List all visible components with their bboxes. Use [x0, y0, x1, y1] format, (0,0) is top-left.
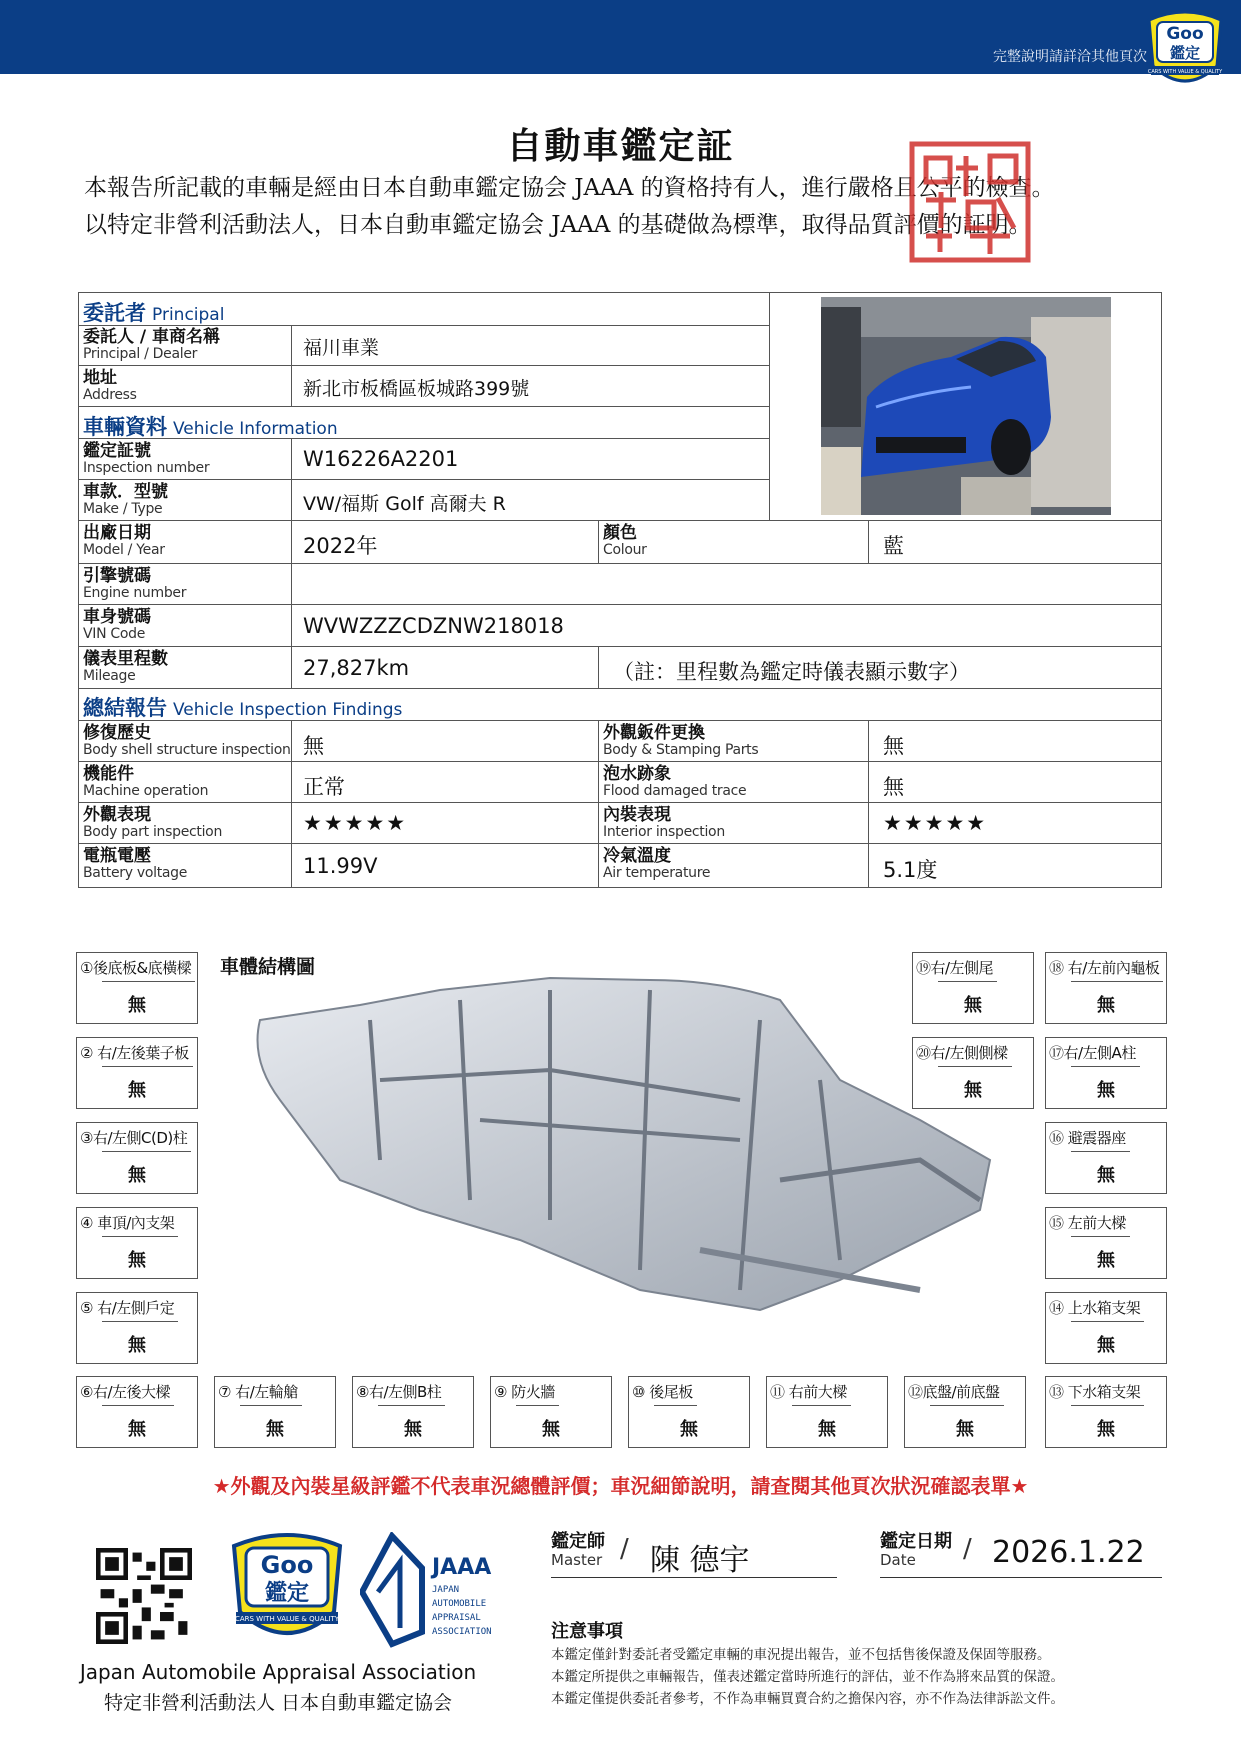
- part-label: ⑰右/左側A柱: [1049, 1044, 1136, 1062]
- body-label: 外觀表現 Body part inspection: [83, 805, 223, 840]
- notes-title: 注意事項: [551, 1621, 623, 1642]
- part-label: ⑳右/左側側樑: [916, 1044, 1008, 1062]
- engine-label: 引擎號碼 Engine number: [83, 566, 187, 601]
- dealer-label: 委託人 / 車商名稱 Principal / Dealer: [83, 327, 221, 362]
- intro-line-2: 以特定非營利活動法人，日本自動車鑑定協会 JAAA 的基礎做為標準，取得品質評價的証明。: [84, 212, 1032, 238]
- part-box-20: [912, 1037, 1034, 1109]
- air-label: 冷氣溫度 Air temperature: [603, 846, 711, 881]
- part-box-17: [1045, 1037, 1167, 1109]
- part-box-12: [904, 1376, 1026, 1448]
- air-value: 5.1度: [883, 858, 938, 882]
- part-label: ⑬ 下水箱支架: [1049, 1383, 1141, 1401]
- vehicle-section-title: 車輛資料 Vehicle Information: [83, 415, 338, 439]
- part-label: ⑪ 右前大樑: [770, 1383, 847, 1401]
- part-value: 無: [964, 1080, 982, 1101]
- principal-section-title: 委託者 Principal: [83, 301, 225, 325]
- date-label: 鑑定日期 Date: [880, 1531, 952, 1569]
- part-value: 無: [1097, 1165, 1115, 1186]
- part-box-4: [76, 1207, 198, 1279]
- part-box-18: [1045, 952, 1167, 1024]
- part-value: 無: [956, 1419, 974, 1440]
- part-box-7: [214, 1376, 336, 1448]
- part-box-8: [352, 1376, 474, 1448]
- association-name-en: Japan Automobile Appraisal Association: [79, 1660, 477, 1684]
- dealer-value: 福川車業: [303, 337, 380, 359]
- rating-warning: ★外觀及內裝星級評鑑不代表車況總體評價；車況細節說明，請查閱其他頁次狀況確認表單★: [212, 1474, 1029, 1498]
- note-line-3: 本鑑定僅提供委託者參考，不作為車輛買賣合約之擔保內容，亦不作為法律訴訟文件。: [551, 1691, 1064, 1707]
- colour-value: 藍: [883, 534, 904, 558]
- inspection-info-table: [78, 292, 1162, 888]
- goo-logo-bottom: 鑑定: [264, 1581, 310, 1606]
- master-value: 陳 德宇: [650, 1543, 750, 1578]
- part-box-6: [76, 1376, 198, 1448]
- part-value: 無: [1097, 1250, 1115, 1271]
- part-label: ⑱ 右/左前內龜板: [1049, 959, 1160, 977]
- body-stars: ★★★★★: [303, 811, 408, 835]
- make-label: 車款．型號 Make / Type: [83, 482, 168, 517]
- repair-label: 修復歷史 Body shell structure inspection: [83, 723, 291, 758]
- vin-value: WVWZZZCDZNW218018: [303, 614, 564, 638]
- part-box-14: [1045, 1292, 1167, 1364]
- master-underline: [551, 1577, 837, 1578]
- part-value: 無: [818, 1419, 836, 1440]
- part-box-19: [912, 952, 1034, 1024]
- part-box-16: [1045, 1122, 1167, 1194]
- battery-value: 11.99V: [303, 854, 378, 878]
- date-slash: /: [963, 1534, 972, 1564]
- part-box-1: [76, 952, 198, 1024]
- part-value: 無: [542, 1419, 560, 1440]
- part-value: 無: [266, 1419, 284, 1440]
- colour-label: 顏色 Colour: [603, 523, 647, 558]
- jaaa-logo-sub-4: ASSOCIATION: [432, 1627, 492, 1637]
- part-box-9: [490, 1376, 612, 1448]
- mileage-label: 儀表里程數 Mileage: [83, 649, 168, 684]
- part-value: 無: [128, 1250, 146, 1271]
- part-box-11: [766, 1376, 888, 1448]
- part-value: 無: [128, 1335, 146, 1356]
- part-box-3: [76, 1122, 198, 1194]
- part-value: 無: [128, 1165, 146, 1186]
- part-box-13: [1045, 1376, 1167, 1448]
- machine-value: 正常: [303, 775, 345, 799]
- note-line-1: 本鑑定僅針對委託者受鑑定車輛的車況提出報告，並不包括售後保證及保固等服務。: [551, 1647, 1051, 1663]
- notes-list: [551, 1644, 1064, 1710]
- interior-stars: ★★★★★: [883, 811, 988, 835]
- date-underline: [880, 1577, 1162, 1578]
- car-body-structure-image: [220, 960, 1020, 1350]
- part-value: 無: [1097, 1080, 1115, 1101]
- panel-label: 外觀鈑件更換 Body & Stamping Parts: [603, 723, 759, 758]
- document-title: 自動車鑑定証: [506, 126, 735, 167]
- part-label: ⑦ 右/左輪艙: [218, 1383, 298, 1401]
- master-slash: /: [620, 1534, 629, 1564]
- part-value: 無: [1097, 1335, 1115, 1356]
- battery-label: 電瓶電壓 Battery voltage: [83, 846, 188, 881]
- jaaa-logo-title: JAAA: [432, 1555, 492, 1580]
- flood-label: 泡水跡象 Flood damaged trace: [603, 764, 747, 799]
- cert-label: 鑑定証號 Inspection number: [83, 441, 210, 476]
- mileage-note: （註：里程數為鑑定時儀表顯示數字）: [613, 660, 970, 684]
- qr-code-icon: [96, 1548, 192, 1644]
- part-label: ⑩ 後尾板: [632, 1383, 693, 1401]
- year-value: 2022年: [303, 534, 378, 558]
- part-label: ④ 車頂/內支架: [80, 1214, 175, 1232]
- part-label: ⑲右/左側尾: [916, 959, 994, 977]
- part-label: ①後底板&底橫樑: [80, 959, 192, 977]
- part-label: ⑨ 防火牆: [494, 1383, 555, 1401]
- part-value: 無: [128, 1080, 146, 1101]
- flood-value: 無: [883, 775, 904, 799]
- repair-value: 無: [303, 734, 324, 758]
- part-value: 無: [1097, 1419, 1115, 1440]
- part-box-2: [76, 1037, 198, 1109]
- note-line-2: 本鑑定所提供之車輛報告，僅表述鑑定當時所進行的評估，並不作為將來品質的保證。: [551, 1669, 1064, 1685]
- part-label: ③右/左側C(D)柱: [80, 1129, 188, 1147]
- red-seal-stamp: [906, 138, 1034, 266]
- part-value: 無: [404, 1419, 422, 1440]
- jaaa-logo-sub-2: AUTOMOBILE: [432, 1599, 487, 1609]
- vin-label: 車身號碼 VIN Code: [83, 607, 151, 642]
- make-value: VW/福斯 Golf 高爾夫 R: [303, 493, 506, 515]
- goo-appraisal-logo: [228, 1528, 346, 1650]
- part-label: ⑧右/左側B柱: [356, 1383, 442, 1401]
- part-label: ⑥右/左後大樑: [80, 1383, 171, 1401]
- interior-label: 內裝表現 Interior inspection: [603, 805, 725, 840]
- goo-logo-top: Goo: [260, 1551, 314, 1579]
- part-value: 無: [1097, 995, 1115, 1016]
- part-box-15: [1045, 1207, 1167, 1279]
- jaaa-logo: [360, 1532, 510, 1648]
- part-box-10: [628, 1376, 750, 1448]
- year-label: 出廠日期 Model / Year: [83, 523, 165, 558]
- part-value: 無: [128, 995, 146, 1016]
- part-value: 無: [128, 1419, 146, 1440]
- master-label: 鑑定師 Master: [551, 1531, 605, 1569]
- intro-line-1: 本報告所記載的車輛是經由日本自動車鑑定協会 JAAA 的資格持有人，進行嚴格且公平的檢查。: [84, 175, 1055, 201]
- date-value: 2026.1.22: [992, 1535, 1145, 1570]
- header-note: 完整說明請詳洽其他頁次: [993, 49, 1147, 65]
- goo-badge-ribbon: CARS WITH VALUE & QUALITY: [1147, 69, 1223, 75]
- address-label: 地址 Address: [83, 368, 137, 403]
- part-label: ⑮ 左前大樑: [1049, 1214, 1126, 1232]
- part-label: ⑤ 右/左側戶定: [80, 1299, 175, 1317]
- panel-value: 無: [883, 734, 904, 758]
- goo-badge-bottom: 鑑定: [1169, 44, 1201, 62]
- findings-section-title: 總結報告 Vehicle Inspection Findings: [83, 696, 403, 720]
- part-box-5: [76, 1292, 198, 1364]
- jaaa-logo-sub-1: JAPAN: [432, 1585, 460, 1595]
- mileage-value: 27,827km: [303, 656, 410, 680]
- part-label: ⑭ 上水箱支架: [1049, 1299, 1141, 1317]
- jaaa-logo-sub-3: APPRAISAL: [432, 1613, 481, 1623]
- goo-logo-ribbon: CARS WITH VALUE & QUALITY: [234, 1615, 340, 1623]
- cert-value: W16226A2201: [303, 447, 459, 471]
- association-name-jp: 特定非營利活動法人 日本自動車鑑定協会: [103, 1692, 453, 1714]
- machine-label: 機能件 Machine operation: [83, 764, 209, 799]
- part-label: ⑫底盤/前底盤: [908, 1383, 1000, 1401]
- part-value: 無: [964, 995, 982, 1016]
- part-label: ② 右/左後葉子板: [80, 1044, 189, 1062]
- address-value: 新北市板橋區板城路399號: [303, 378, 530, 400]
- vehicle-photo: [821, 297, 1111, 515]
- part-label: ⑯ 避震器座: [1049, 1129, 1126, 1147]
- diagram-title: 車體結構圖: [220, 956, 316, 978]
- goo-badge-logo: [1143, 6, 1227, 94]
- goo-badge-top: Goo: [1166, 24, 1204, 44]
- part-value: 無: [680, 1419, 698, 1440]
